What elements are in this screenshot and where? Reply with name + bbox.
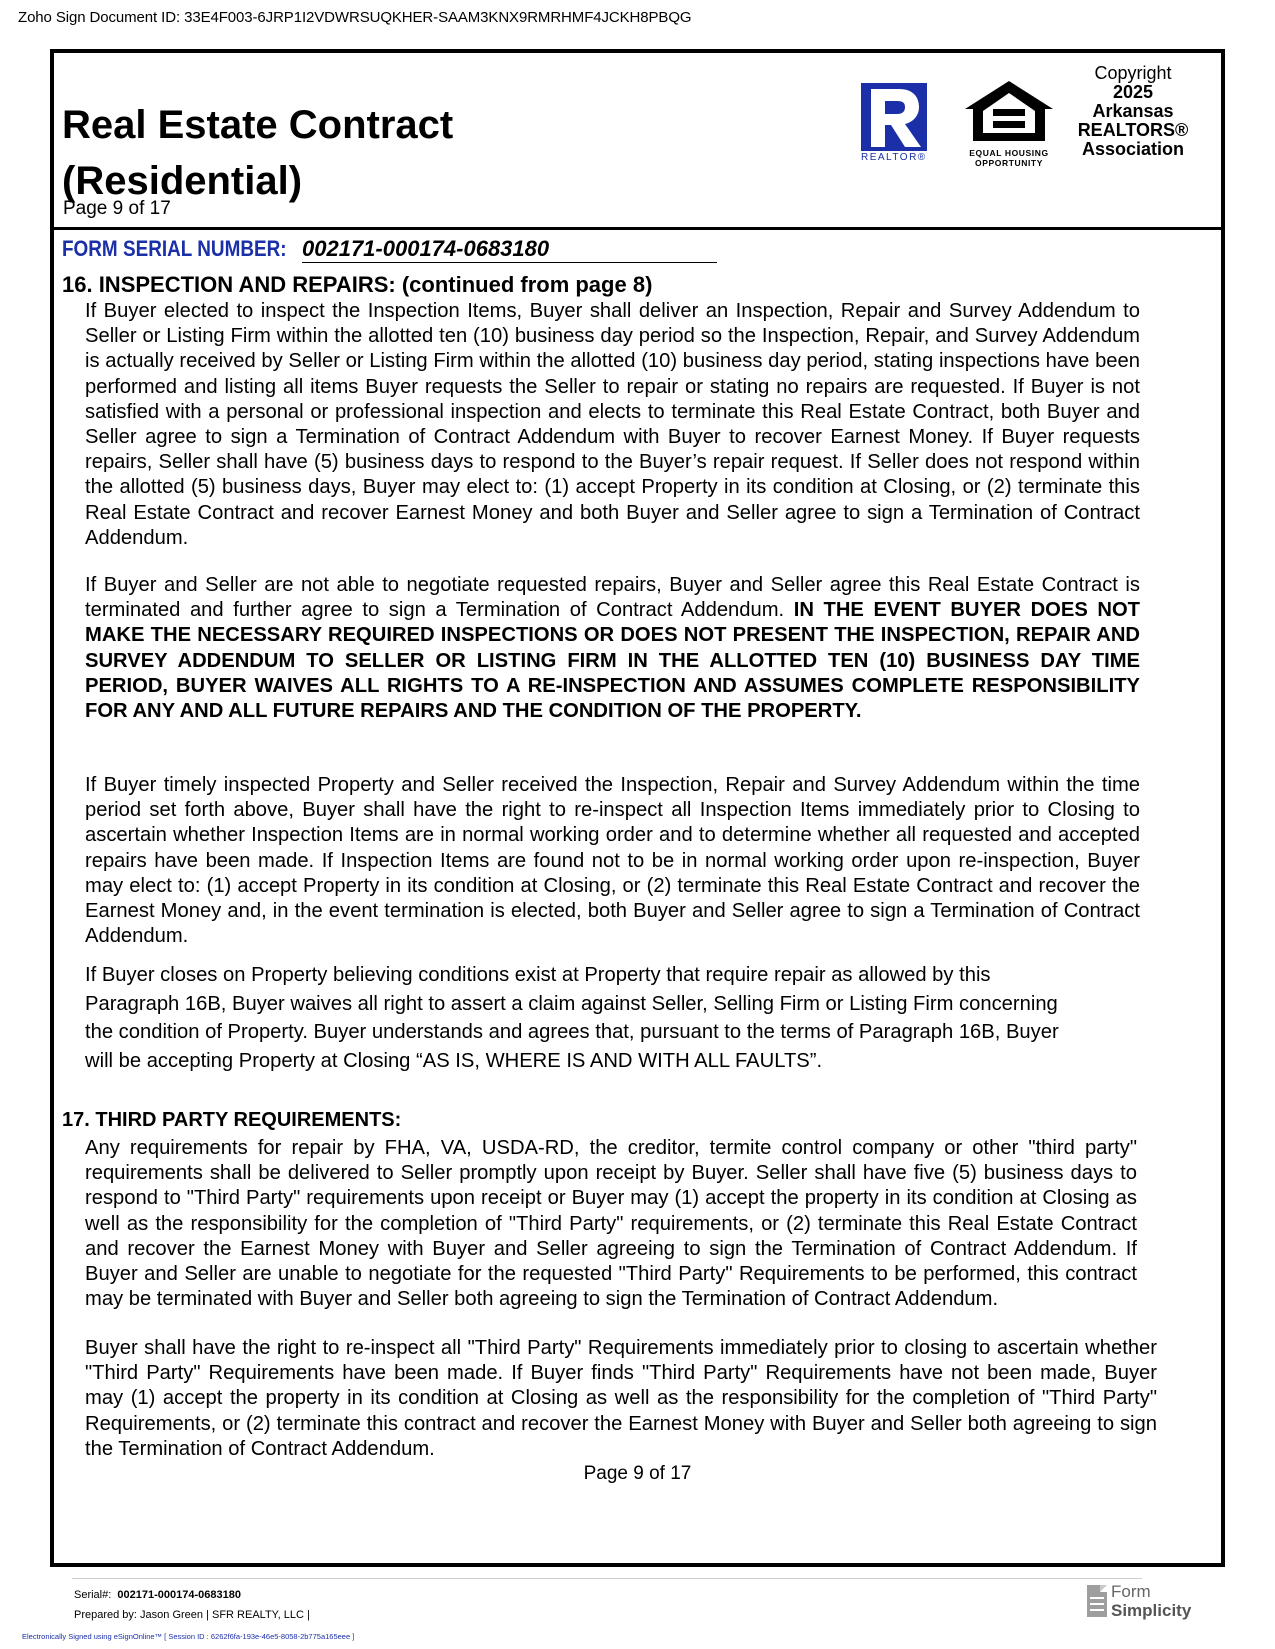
equal-housing-house-icon <box>963 79 1055 143</box>
document-icon <box>1087 1585 1107 1617</box>
section-16-heading: 16. INSPECTION AND REPAIRS: (continued from page 8) <box>62 272 653 297</box>
paragraph-text: If Buyer and Seller are not able to negotiate requested repairs, Buyer and Seller agree this Real Estate Contract is terminated and further agree to sign a Termination of Contract Addendum. <box>85 574 1140 622</box>
realtor-r-icon <box>861 83 927 151</box>
section-16-paragraph-2 <box>85 573 1140 724</box>
contract-page <box>50 49 1225 1567</box>
page-indicator-bottom: Page 9 of 17 <box>583 1463 692 1484</box>
section-17-heading: 17. THIRD PARTY REQUIREMENTS: <box>62 1109 402 1131</box>
section-16-paragraph-1: If Buyer elected to inspect the Inspection Items, Buyer shall deliver an Inspection, Repair and Survey Addendum to Seller or Listing Firm within the allotted ten (10) business day period so the Inspection, Repair, and Survey Addendum is actually received by Seller or Listing Firm within the allotted (10) business day period, stating inspections have been performed and listing all items Buyer requests the Seller to repair or stating no repairs are requested. If Buyer is not satisfied with a personal or professional inspection and elects to terminate this Real Estate Contract, both Buyer and Seller agree to sign a Termination of Contract Addendum with Buyer to recover Earnest Money. If Buyer requests repairs, Seller shall have (5) business days to respond to the Buyer’s repair request. If Seller does not respond within the allotted (5) business days, Buyer may elect to: (1) accept Property in its condition at Closing, or (2) terminate this Real Estate Contract and recover Earnest Money and both Buyer and Seller agree to sign a Termination of Contract Addendum. <box>85 300 1140 549</box>
realtor-label: REALTOR® <box>861 152 927 163</box>
eho-label: EQUAL HOUSING OPPORTUNITY <box>969 148 1049 168</box>
page-indicator-top: Page 9 of 17 <box>63 198 171 219</box>
form-serial-number <box>62 236 550 262</box>
page-title <box>62 97 453 209</box>
section-17-paragraph-1: Any requirements for repair by FHA, VA, USDA-RD, the creditor, termite control company or other "third party" requirements shall be delivered to Seller promptly upon receipt by Buyer. Seller shall have five (5) business days to respond to "Third Party" requirements upon receipt or Buyer may (1) accept the property in its condition at Closing as well as the responsibility for the completion of "Third Party" requirements, or (2) terminate this Real Estate Contract and recover the Earnest Money with Buyer and Seller agreeing to sign the Termination of Contract Addendum. If Buyer and Seller are unable to negotiate for the requested "Third Party" Requirements to be performed, this contract may be terminated with Buyer and Seller both agreeing to sign the Termination of Contract Addendum. <box>85 1137 1137 1311</box>
waiver-notice: IN THE EVENT BUYER DOES NOT MAKE THE NECESSARY REQUIRED INSPECTIONS OR DOES NOT PRESENT THE INSPECTION, REPAIR AND SURVEY ADDENDUM TO SELLER OR LISTING FIRM IN THE ALLOTTED TEN (10) BUSINESS DAY TIME PERIOD, BUYER WAIVES ALL RIGHTS TO A RE-INSPECTION AND ASSUMES COMPLETE RESPONSIBILITY FOR ANY AND ALL FUTURE REPAIRS AND THE CONDITION OF THE PROPERTY. <box>85 599 1140 723</box>
footer-serial: Serial#: 002171-000174-0683180 <box>74 1589 241 1601</box>
title-line-1: Real Estate Contract <box>62 103 454 147</box>
equal-housing-logo <box>963 79 1055 168</box>
form-simplicity-logo <box>1087 1582 1197 1622</box>
section-16-paragraph-3: If Buyer timely inspected Property and Seller received the Inspection, Repair and Survey Addendum within the time period set forth above, Buyer shall have the right to re-inspect all Inspection Items immediately prior to Closing to ascertain whether Inspection Items are in normal working order and to determine whether all requested and accepted repairs have been made. If Inspection Items are found not to be in normal working order upon re-inspection, Buyer may elect to: (1) accept Property in its condition at Closing, or (2) terminate this Real Estate Contract and recover the Earnest Money and, in the event termination is elected, both Buyer and Seller agree to sign a Termination of Contract Addendum. <box>85 774 1140 948</box>
brand-line-1: Form <box>1111 1582 1151 1601</box>
esign-notice: Electronically Signed using eSignOnline™ [ Session ID : 6262f6fa-193e-46e5-8058-2b775a165eee ] <box>22 1632 355 1641</box>
document-id: Zoho Sign Document ID: 33E4F003-6JRP1I2VDWRSUQKHER-SAAM3KNX9RMRHMF4JCKH8PBQG <box>18 9 692 26</box>
copyright-notice: Copyright 2025 Arkansas REALTORS® Association <box>1077 63 1189 159</box>
section-16-paragraph-4: If Buyer closes on Property believing conditions exist at Property that require repair as allowed by this Paragraph 16B, Buyer waives all right to assert a claim against Seller, Selling Firm or Listing Firm concerning the condition of Property. Buyer understands and agrees that, pursuant to the terms of Paragraph 16B, Buyer will be accepting Property at Closing “AS IS, WHERE IS AND WITH ALL FAULTS”. <box>85 964 1059 1072</box>
serial-label: FORM SERIAL NUMBER: <box>62 236 287 261</box>
title-line-2: (Residential) <box>62 159 303 203</box>
page-header <box>54 53 1221 230</box>
footer-prepared-by: Prepared by: Jason Green | SFR REALTY, LLC | <box>74 1609 310 1621</box>
serial-value: 002171-000174-0683180 <box>302 236 717 263</box>
realtor-logo <box>861 83 931 161</box>
footer-divider <box>72 1578 1142 1579</box>
section-17-paragraph-2: Buyer shall have the right to re-inspect all "Third Party" Requirements immediately prior to closing to ascertain whether "Third Party" Requirements have been made. If Buyer finds "Third Party" Requirements have not been made, Buyer may (1) accept the property in its condition at Closing as well as the responsibility for the completion of "Third Party" Requirements, or (2) terminate this contract and recover the Earnest Money with Buyer and Seller both agreeing to sign the Termination of Contract Addendum. <box>85 1337 1157 1460</box>
brand-line-2: Simplicity <box>1111 1601 1192 1620</box>
